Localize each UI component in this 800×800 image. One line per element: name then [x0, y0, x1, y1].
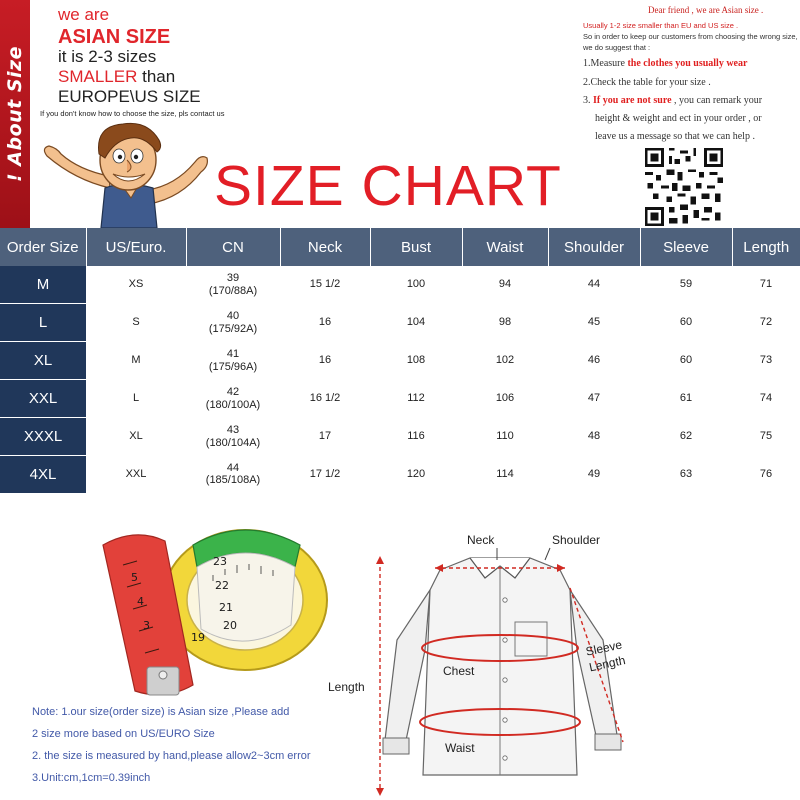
than-word: than — [137, 67, 176, 86]
us-euro-cell: L — [132, 392, 140, 405]
cn-height-chest: (185/108A) — [205, 474, 261, 487]
banner-contact-note: If you don't know how to choose the size, pls contact us — [40, 109, 225, 118]
neck-cell: 15 1/2 — [309, 278, 341, 291]
order-size-cell: XXL — [0, 380, 86, 418]
neck-cell: 16 1/2 — [309, 392, 341, 405]
cn-size: 44 — [226, 461, 240, 474]
column-header-waist: Waist — [462, 228, 548, 266]
waist-cell: 98 — [498, 316, 512, 329]
cn-height-chest: (175/92A) — [208, 322, 258, 335]
cn-cell — [186, 266, 280, 304]
size-chart-table — [0, 228, 800, 493]
us-euro-cell: XXL — [125, 467, 147, 480]
column-header-length: Length — [732, 228, 800, 266]
step3-prefix: 3. — [583, 95, 593, 106]
right-note-smaller-line — [583, 21, 738, 30]
waist-cell: 106 — [495, 392, 515, 405]
order-size-cell: XL — [0, 342, 86, 380]
cn-cell — [186, 342, 280, 380]
waist-cell: 114 — [496, 467, 514, 480]
tape-number: 3 — [143, 619, 150, 632]
qr-code-icon[interactable] — [645, 148, 723, 226]
tape-number: 20 — [223, 619, 237, 632]
step3-highlight: If you are not sure — [593, 95, 672, 106]
banner-line-we-are: we are — [58, 5, 110, 24]
sleeve-length-label: Length — [587, 653, 627, 675]
column-header-neck: Neck — [280, 228, 370, 266]
shoulder-cell: 49 — [587, 467, 601, 480]
bust-cell: 108 — [406, 354, 426, 367]
us-euro-cell: M — [131, 354, 141, 367]
order-size-cell: 4XL — [0, 456, 86, 494]
sleeve-cell: 61 — [679, 392, 693, 405]
tape-number: 22 — [215, 579, 229, 592]
shirt-measurement-diagram — [325, 530, 800, 800]
shoulder-label: Shoulder — [552, 533, 601, 547]
cn-height-chest: (180/104A) — [205, 436, 261, 449]
cn-size: 42 — [226, 385, 240, 398]
cn-height-chest: (170/88A) — [208, 284, 258, 297]
sleeve-cell: 59 — [679, 278, 693, 291]
smaller-word: SMALLER — [58, 67, 138, 86]
banner-line-smaller — [58, 67, 175, 87]
tape-measure-illustration — [95, 505, 335, 705]
neck-cell: 17 — [318, 430, 332, 443]
tape-number: 5 — [131, 571, 138, 584]
table-row — [0, 342, 800, 380]
right-note-step-3 — [583, 95, 762, 106]
tape-number: 19 — [191, 631, 205, 644]
waist-label: Waist — [445, 741, 475, 755]
right-note-line-2: So in order to keep our customers from choosing the wrong size, — [583, 32, 798, 41]
cn-height-chest: (180/100A) — [205, 398, 261, 411]
shoulder-cell: 47 — [587, 392, 601, 405]
waist-cell: 94 — [498, 278, 512, 291]
cn-cell — [186, 304, 280, 342]
order-size-cell: L — [0, 304, 86, 342]
us-euro-cell: XL — [129, 430, 143, 443]
bust-cell: 100 — [406, 278, 426, 291]
us-euro-cell: XS — [128, 278, 144, 291]
neck-cell: 17 1/2 — [309, 467, 341, 480]
right-note-greeting: Dear friend , we are Asian size . — [648, 5, 764, 15]
bust-cell: 112 — [407, 392, 425, 405]
length-cell: 76 — [759, 467, 773, 480]
banner-line-europe-us: EUROPE\US SIZE — [58, 87, 201, 106]
banner-line-sizes: it is 2-3 sizes — [58, 47, 157, 66]
cn-size: 39 — [226, 272, 240, 285]
column-header-shoulder: Shoulder — [548, 228, 640, 266]
right-note-step-3-line-2: height & weight and ect in your order , or — [595, 113, 762, 124]
shoulder-cell: 46 — [587, 354, 601, 367]
right-note-step-3-line-3: leave us a message so that we can help . — [595, 131, 755, 142]
bust-cell: 116 — [407, 430, 425, 443]
column-header-bust: Bust — [370, 228, 462, 266]
length-label: Length — [328, 680, 365, 694]
note-line-4: 3.Unit:cm,1cm=0.39inch — [32, 772, 151, 784]
column-header-us-euro: US/Euro. — [86, 228, 186, 266]
column-header-cn: CN — [186, 228, 280, 266]
shoulder-cell: 44 — [587, 278, 601, 291]
waist-cell: 110 — [496, 430, 514, 443]
right-note-line-3: we do suggest that : — [583, 43, 651, 52]
step1-highlight: the clothes you usually wear — [627, 58, 748, 69]
shoulder-cell: 48 — [587, 430, 601, 443]
sleeve-cell: 63 — [679, 467, 693, 480]
length-cell: 71 — [759, 278, 773, 291]
tape-number: 21 — [219, 601, 233, 614]
length-cell: 73 — [759, 354, 773, 367]
step3-rest: , you can remark your — [671, 95, 763, 106]
length-cell: 72 — [759, 316, 773, 329]
note-line-2: 2 size more based on US/EURO Size — [32, 728, 215, 740]
cn-cell — [186, 380, 280, 418]
cn-height-chest: (175/96A) — [208, 360, 258, 373]
order-size-cell: XXXL — [0, 418, 86, 456]
note-line-1: Note: 1.our size(order size) is Asian size ,Please add — [32, 706, 290, 718]
about-size-label: ! About Size — [4, 45, 26, 183]
waist-cell: 102 — [495, 354, 515, 367]
neck-label: Neck — [467, 533, 495, 547]
column-header-sleeve: Sleeve — [640, 228, 732, 266]
tape-number: 4 — [137, 595, 144, 608]
sleeve-cell: 60 — [679, 354, 693, 367]
us-euro-cell: S — [132, 316, 140, 329]
cn-size: 41 — [226, 347, 240, 360]
table-row — [0, 456, 800, 494]
sleeve-cell: 60 — [679, 316, 693, 329]
cn-cell — [186, 418, 280, 456]
neck-cell: 16 — [318, 354, 332, 367]
cn-size: 40 — [226, 309, 240, 322]
length-cell: 75 — [759, 430, 773, 443]
chest-label: Chest — [443, 664, 475, 678]
smaller-than-eu-text: Usually 1-2 size smaller than EU and US size . — [583, 21, 739, 30]
about-size-side-banner — [0, 0, 30, 228]
table-row — [0, 380, 800, 418]
right-note-step-1 — [583, 58, 747, 69]
cartoon-mascot-illustration — [35, 118, 215, 228]
length-cell: 74 — [759, 392, 773, 405]
size-chart-title: SIZE CHART — [214, 154, 562, 218]
bust-cell: 120 — [406, 467, 426, 480]
banner-line-asian-size: ASIAN SIZE — [58, 26, 171, 48]
bust-cell: 104 — [406, 316, 426, 329]
table-row — [0, 304, 800, 342]
order-size-cell: M — [0, 266, 86, 304]
right-note-step-2: 2.Check the table for your size . — [583, 77, 711, 88]
step1-prefix: 1.Measure — [583, 58, 628, 69]
tape-number: 23 — [213, 555, 227, 568]
table-row — [0, 418, 800, 456]
sleeve-cell: 62 — [679, 430, 693, 443]
cn-cell — [186, 456, 280, 494]
cn-size: 43 — [226, 423, 240, 436]
shoulder-cell: 45 — [587, 316, 601, 329]
sleeve-label: Sleeve — [584, 637, 624, 659]
note-line-3: 2. the size is measured by hand,please allow2~3cm error — [32, 750, 311, 762]
column-header-order-size: Order Size — [0, 228, 86, 266]
table-header-row — [0, 228, 800, 266]
neck-cell: 16 — [318, 316, 332, 329]
table-row — [0, 266, 800, 304]
